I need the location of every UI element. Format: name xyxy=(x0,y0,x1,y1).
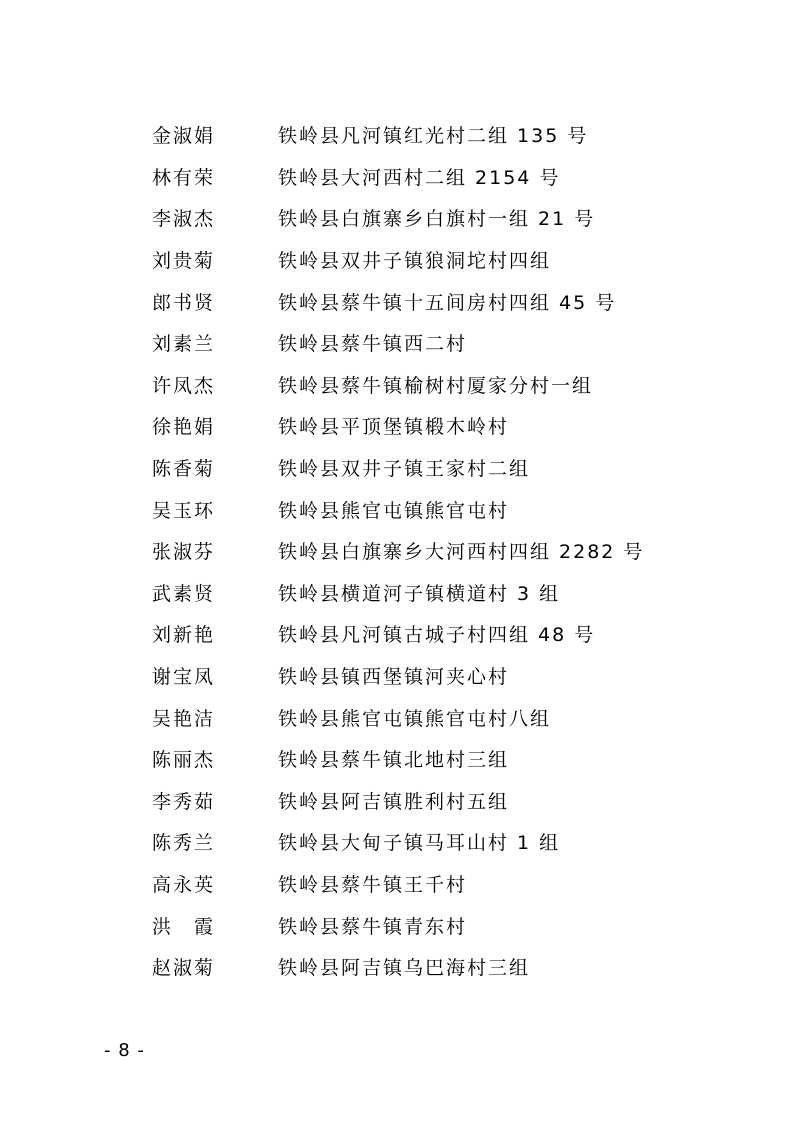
entry-name: 张淑芬 xyxy=(152,541,216,564)
entry-name: 郎书贤 xyxy=(152,291,216,314)
entry-address: 铁岭县蔡牛镇榆树村厦家分村一组 xyxy=(278,374,594,397)
entry-name: 陈丽杰 xyxy=(152,749,216,772)
entry-name: 许凤杰 xyxy=(152,374,216,397)
entry-row xyxy=(152,572,752,614)
entry-address: 铁岭县阿吉镇乌巴海村三组 xyxy=(278,957,531,980)
entry-row xyxy=(152,655,752,697)
entry-address: 铁岭县蔡牛镇十五间房村四组 45 号 xyxy=(278,291,617,314)
entry-name: 谢宝凤 xyxy=(152,666,216,689)
entry-name: 陈秀兰 xyxy=(152,832,216,855)
entry-address: 铁岭县蔡牛镇青东村 xyxy=(278,915,468,938)
entry-row xyxy=(152,156,752,198)
entry-name: 林有荣 xyxy=(152,166,216,189)
page-number: - 8 - xyxy=(104,1040,145,1061)
entry-address: 铁岭县白旗寨乡大河西村四组 2282 号 xyxy=(278,541,645,564)
entry-address: 铁岭县平顶堡镇椴木岭村 xyxy=(278,416,510,439)
entry-address: 铁岭县熊官屯镇熊官屯村八组 xyxy=(278,707,552,730)
entry-address: 铁岭县横道河子镇横道村 3 组 xyxy=(278,582,561,605)
entry-address: 铁岭县蔡牛镇北地村三组 xyxy=(278,749,510,772)
entry-name: 陈香菊 xyxy=(152,458,216,481)
entry-address: 铁岭县熊官屯镇熊官屯村 xyxy=(278,499,510,522)
entry-list xyxy=(152,114,752,987)
entry-name: 洪 霞 xyxy=(152,915,216,938)
entry-address: 铁岭县大河西村二组 2154 号 xyxy=(278,166,561,189)
entry-name: 金淑娟 xyxy=(152,125,216,148)
entry-row xyxy=(152,364,752,406)
entry-row xyxy=(152,780,752,822)
entry-row xyxy=(152,738,752,780)
entry-row xyxy=(152,405,752,447)
entry-address: 铁岭县白旗寨乡白旗村一组 21 号 xyxy=(278,208,596,231)
entry-address: 铁岭县镇西堡镇河夹心村 xyxy=(278,666,510,689)
entry-row xyxy=(152,280,752,322)
entry-row xyxy=(152,613,752,655)
entry-name: 刘新艳 xyxy=(152,624,216,647)
entry-row xyxy=(152,114,752,156)
entry-row xyxy=(152,488,752,530)
entry-name: 刘素兰 xyxy=(152,333,216,356)
entry-address: 铁岭县大甸子镇马耳山村 1 组 xyxy=(278,832,561,855)
entry-name: 赵淑菊 xyxy=(152,957,216,980)
entry-address: 铁岭县蔡牛镇王千村 xyxy=(278,873,468,896)
entry-name: 刘贵菊 xyxy=(152,250,216,273)
entry-name: 李秀茹 xyxy=(152,790,216,813)
entry-row xyxy=(152,821,752,863)
entry-address: 铁岭县蔡牛镇西二村 xyxy=(278,333,468,356)
entry-row xyxy=(152,447,752,489)
entry-row xyxy=(152,863,752,905)
entry-name: 吴玉环 xyxy=(152,499,216,522)
entry-row xyxy=(152,197,752,239)
entry-address: 铁岭县双井子镇狼洞坨村四组 xyxy=(278,250,552,273)
entry-row xyxy=(152,696,752,738)
entry-row xyxy=(152,946,752,988)
entry-row xyxy=(152,239,752,281)
entry-name: 武素贤 xyxy=(152,582,216,605)
entry-address: 铁岭县凡河镇红光村二组 135 号 xyxy=(278,125,589,148)
entry-address: 铁岭县凡河镇古城子村四组 48 号 xyxy=(278,624,596,647)
entry-name: 李淑杰 xyxy=(152,208,216,231)
entry-address: 铁岭县阿吉镇胜利村五组 xyxy=(278,790,510,813)
entry-row xyxy=(152,322,752,364)
entry-row xyxy=(152,530,752,572)
entry-name: 高永英 xyxy=(152,873,216,896)
entry-address: 铁岭县双井子镇王家村二组 xyxy=(278,458,531,481)
entry-row xyxy=(152,904,752,946)
entry-name: 徐艳娟 xyxy=(152,416,216,439)
entry-name: 吴艳洁 xyxy=(152,707,216,730)
